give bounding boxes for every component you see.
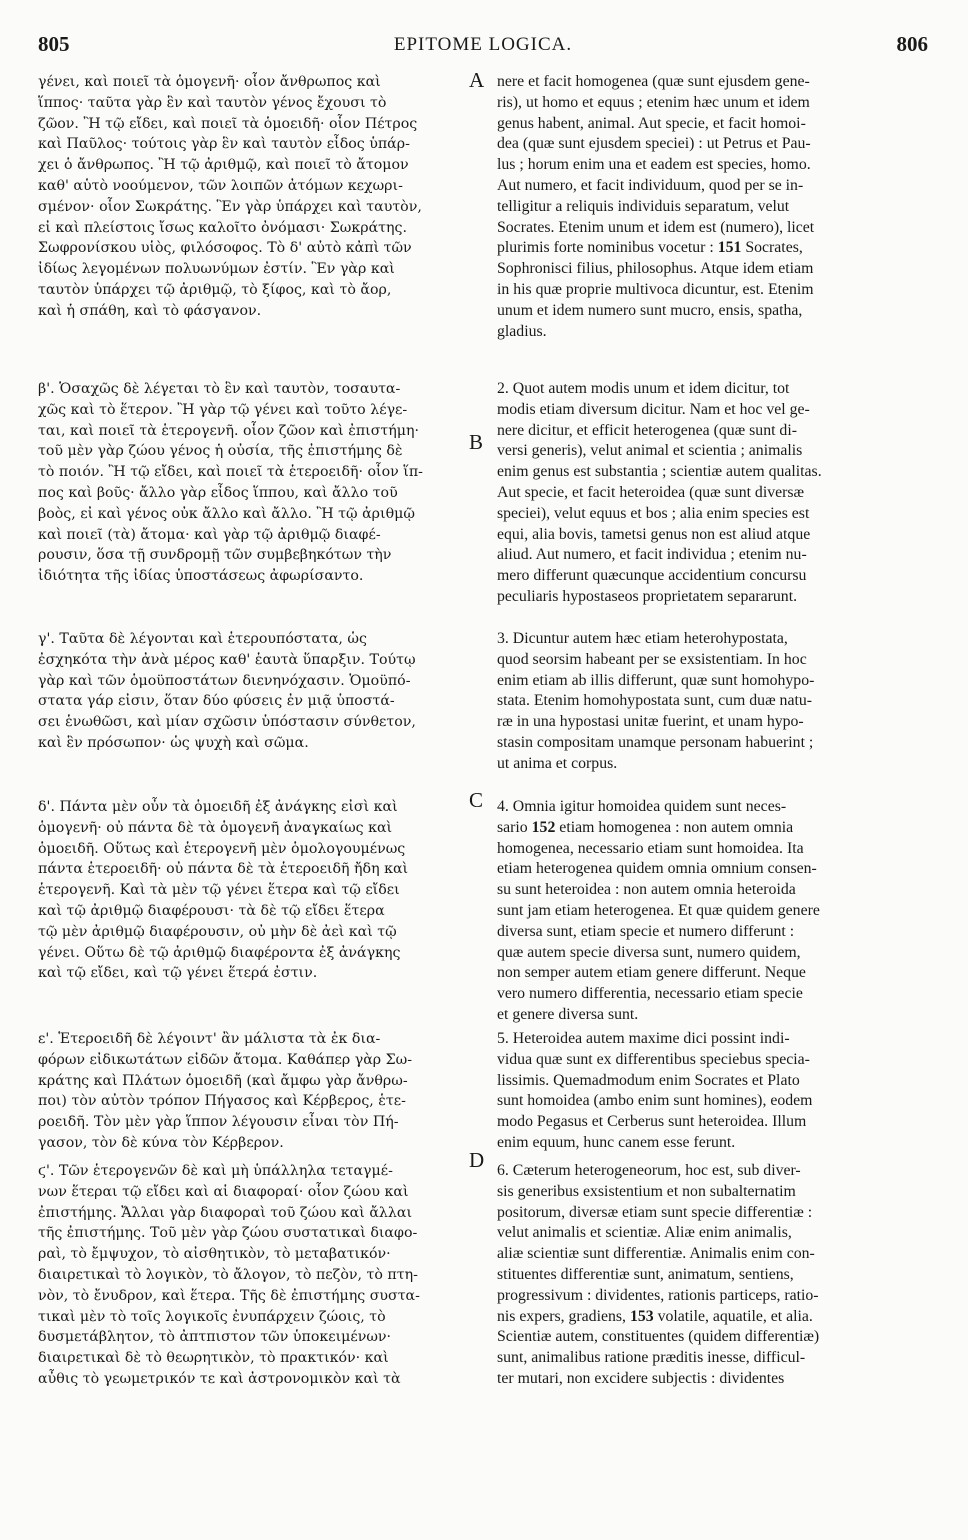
greek-text-line: νων ἕτεραι τῷ εἴδει καὶ αἱ διαφοραί· οἷον ζώου καὶ [38,1183,409,1200]
greek-text-line: γὰρ καὶ τῶν ὁμοϋποστάτων διενηνόχασιν. Ὁμοϋπό- [38,672,411,689]
greek-text-line: διαιρετικαὶ τὸ λογικὸν, τὸ ἄλογον, τὸ πεζὸν, τὸ πτη- [38,1266,418,1283]
greek-text-line: Σωφρονίσκου υἱὸς, φιλόσοφος. Τὸ δ' αὐτὸ κἀπὶ τῶν [38,240,412,257]
running-title: EPITOME LOGICA. [393,34,573,55]
greek-text-line: πος καὶ βοῦς· ἄλλο γὰρ εἶδος ἵππου, καὶ ἄλλο τοῦ [38,484,398,501]
latin-text-line: 2. Quot autem modis unum et idem dicitur, tot [497,380,790,397]
column-marker: 152 [531,818,556,836]
latin-text-line: dea (quæ sunt ejusdem speciei) : ut Petrus et Pau- [497,135,811,153]
greek-text-line: τὸ ποιόν. Ἢ τῷ εἴδει, καὶ ποιεῖ τὰ ἑτεροειδῆ· οἷον ἵπ- [38,464,423,481]
margin-letter-b: B [469,430,484,454]
latin-text-line: enim genus est substantia ; scientiæ autem qualitas. [497,463,822,481]
latin-text-line: vidua quæ sunt ex differentibus speciebus specia- [497,1050,810,1068]
greek-text-line: καὶ ἓν πρόσωπον· ὡς ψυχὴ καὶ σῶμα. [38,734,309,751]
latin-text-line: 3. Dicuntur autem hæc etiam heterohypostata, [497,630,788,647]
greek-text-line: δυσμετάβλητον, τὸ ἀπτπιστον τῶν ὑποκειμένων· [38,1329,392,1346]
greek-paragraph [38,1029,484,1154]
greek-text-line: φόρων εἰδικωτάτων εἰδῶν ἄτομα. Καθάπερ γὰρ Σω- [38,1051,413,1068]
margin-letter-c: C [469,788,484,812]
greek-paragraph [38,379,484,587]
latin-text-line: enim equum, hunc canem esse ferunt. [497,1133,736,1151]
greek-paragraph [38,1161,484,1390]
greek-text-line: καὶ Παῦλος· τούτοις γὰρ ἓν καὶ ταυτὸν εἶδος ὑπάρ- [38,136,410,153]
greek-text-line: ἐπιστήμης. Ἄλλαι γὰρ διαφοραὶ τοῦ ζώου καὶ ἄλλαι [38,1204,413,1221]
greek-text-line: τῷ μὲν ἀριθμῷ διαφέρουσιν, οὐ μὴν δὲ ἀεὶ καὶ τῷ [38,923,397,940]
greek-text-line: σμένον· οἷον Σωκράτης. Ἓν γὰρ ὑπάρχει καὶ ταυτὸν, [38,198,422,215]
latin-paragraph [497,379,929,608]
latin-text-line: sunt jam etiam heterogenea. Et quæ quidem genere [497,901,820,919]
greek-text-line: β'. Ὁσαχῶς δὲ λέγεται τὸ ἓν καὶ ταυτὸν, τοσαυτα- [38,381,401,397]
greek-text-line: ρουσιν, ὅσα τῇ συνδρομῇ τῶν συμβεβηκότων τὴν [38,547,392,564]
latin-text-line: modis etiam diversum dicitur. Nam et hoc vel ge- [497,400,810,418]
latin-text-line: genus habent, animal. Aut specie, et facit homoi- [497,114,806,132]
greek-text-line: καὶ τῷ ἀριθμῷ διαφέρουσι· τὰ δὲ τῷ εἴδει ἕτερα [38,902,385,919]
latin-text-line: aliæ scientiæ sunt differentiæ. Animalis enim con- [497,1245,815,1263]
page-header [38,32,928,62]
latin-text-line: quod seorsim habeant per se exsistentiam. In hoc [497,650,807,668]
latin-text-line: speciei), velut equus et bos ; alia enim species est [497,504,810,522]
latin-text-line: diversa sunt, etiam specie et numero differunt : [497,922,795,940]
latin-paragraph [497,72,929,342]
latin-text-line: nis expers, gradiens, 153 volatile, aquatile, et alia. [497,1307,813,1325]
greek-text-line: ται, καὶ ποιεῖ τὰ ἑτερογενῆ. οἷον ζῶον καὶ ἐπιστήμη· [38,422,419,439]
latin-text-line: stasin compositam unamque personam habuerint ; [497,733,814,751]
latin-text-line: nere et facit homogenea (quæ sunt ejusdem gene- [497,73,810,90]
greek-text-line: ροειδῆ. Τὸν μὲν γὰρ ἵππον λέγουσιν εἶναι τὸν Πή- [38,1114,399,1131]
latin-paragraph [497,1029,929,1154]
latin-text-line: Sophronisci filius, philosophus. Atque idem etiam [497,260,814,278]
latin-text-line: stata. Etenim homohypostata sunt, cum duæ natu- [497,692,813,710]
latin-text-line: etiam heterogenea quidem omnia omnium consen- [497,860,817,878]
latin-text-line: progressivum : dividentes, rationis particeps, ratio- [497,1286,819,1304]
greek-text-line: βοὸς, εἰ καὶ γένος οὐκ ἄλλο καὶ ἄλλο. Ἢ τῷ ἀριθμῷ [38,505,415,522]
greek-text-line: τοῦ μὲν γὰρ ζώου γένος ἡ οὐσία, τῆς ἐπιστήμης δὲ [38,443,403,460]
greek-text-line: διαιρετικαὶ δὲ τὸ θεωρητικὸν, τὸ πρακτικόν· καὶ [38,1350,389,1367]
latin-text-line: in his quæ proprie multivoca dicuntur, est. Etenim [497,280,814,298]
greek-text-line: ἵππος· ταῦτα γὰρ ἓν καὶ ταυτὸν γένος ἔχουσι τὸ [38,94,387,111]
latin-text-line: versi generis), velut animal et scientia ; animalis [497,442,803,460]
greek-text-line: νὸν, τὸ ἔνυδρον, καὶ ἕτερα. Τῆς δὲ ἐπιστήμης συστα- [38,1287,420,1304]
greek-text-line: χει ὁ ἄνθρωπος. Ἢ τῷ ἀριθμῷ, καὶ ποιεῖ τὸ ἄτομον [38,157,409,174]
latin-text-line: Aut numero, et facit individuum, quod per se in- [497,176,804,194]
latin-text-line: gladius. [497,322,547,340]
latin-text-line: stituentes differentiæ sunt, animatum, sentiens, [497,1265,794,1283]
greek-text-line: πάντα ἑτεροειδῆ· οὐ πάντα δὲ τὰ ἑτεροειδῆ ἤδη καὶ [38,861,409,878]
greek-text-line: δ'. Πάντα μὲν οὖν τὰ ὁμοειδῆ ἐξ ἀνάγκης εἰσὶ καὶ [38,799,398,815]
page-number-right: 806 [896,32,928,56]
greek-text-line: καὶ τῷ εἴδει, καὶ τῷ γένει ἕτερά ἐστιν. [38,965,318,982]
latin-text-line: aliud. Aut numero, et facit individua ; etenim nu- [497,546,807,564]
greek-text-line: χῶς καὶ τὸ ἕτερον. Ἢ γὰρ τῷ γένει καὶ τοῦτο λέγε- [38,401,408,418]
greek-paragraph [38,72,484,322]
latin-paragraph [497,797,929,1026]
latin-text-line: Scientiæ autem, constituentes (quidem differentiæ) [497,1328,820,1346]
latin-text-line: ræ in una hypostasi unitæ fuerint, et unam hypo- [497,713,804,731]
latin-text-line: ris), ut homo et equus ; etenim hæc unum et idem [497,93,810,111]
greek-text-line: ραὶ, τὸ ἔμψυχον, τὸ αἰσθητικὸν, τὸ μεταβατικόν· [38,1246,391,1263]
greek-text-line: ὁμογενῆ· οὐ πάντα δὲ τὰ ὁμογενῆ ἀναγκαίως καὶ [38,819,393,836]
greek-text-line: ταυτὸν ὑπάρχει τῷ ἀριθμῷ, τὸ ξίφος, καὶ τὸ ἄορ, [38,281,392,298]
greek-text-line: καὶ ποιεῖ (τὰ) ἄτομα· καὶ γὰρ τῷ ἀριθμῷ διαφέ- [38,526,381,543]
greek-text-line: τικαὶ μὲν τὸ τοῖς λογικοῖς ἐνυπάρχειν ζώοις, τὸ [38,1308,386,1325]
greek-text-line: κράτης καὶ Πλάτων ὁμοειδῆ (καὶ ἄμφω γὰρ ἄνθρω- [38,1072,408,1089]
latin-text-line: enim etiam ab illis differunt, quæ sunt homohypo- [497,671,815,689]
latin-text-line: vero numero differentia, necessario etiam specie [497,985,803,1003]
latin-text-line: 4. Omnia igitur homoidea quidem sunt neces- [497,798,787,815]
greek-text-line: τῆς ἐπιστήμης. Τοῦ μὲν γὰρ ζώου συστατικαὶ διαφο- [38,1225,418,1242]
greek-text-line: γένει, καὶ ποιεῖ τὰ ὁμογενῆ· οἷον ἄνθρωπος καὶ [38,74,381,90]
column-marker: 153 [629,1307,654,1325]
page-number-left: 805 [38,32,70,56]
greek-text-line: ε'. Ἑτεροειδῆ δὲ λέγοιντ' ἂν μάλιστα τὰ ἐκ δια- [38,1031,381,1047]
greek-text-line: γασον, τὸν δὲ κύνα τὸν Κέρβερον. [38,1134,284,1151]
latin-text-line: sunt, animalibus ratione præditis inesse, difficul- [497,1349,806,1367]
greek-text-line: σει ἑνωθῶσι, καὶ μίαν σχῶσιν ὑπόστασιν σύνθετον, [38,714,416,731]
greek-text-line: ἰδιότητα τῆς ἰδίας ὑποστάσεως ἀφωρίσαντο. [38,568,364,585]
greek-text-line: ἰδίως λεγομένων πολυωνύμων ἐστίν. Ἓν γὰρ καὶ [38,261,395,278]
latin-text-line: et genere diversa sunt. [497,1005,639,1023]
latin-text-line: su sunt heteroidea : non autem omnia heteroida [497,881,796,899]
greek-text-line: εἰ καὶ πλείστοις ἴσως καλοῖτο ὀνόμασι· Σωκράτης. [38,219,407,236]
greek-text-line: ϛ'. Τῶν ἑτερογενῶν δὲ καὶ μὴ ὑπάλληλα τεταγμέ- [38,1163,393,1179]
latin-text-line: positorum, diversæ etiam sunt specie differentiæ : [497,1203,813,1221]
latin-text-line: modo Pegasus et Cerberus sunt heteroidea. Illum [497,1113,807,1131]
greek-text-line: ὁμοειδῆ. Οὕτως καὶ ἑτερογενῆ μὲν ὁμολογουμένως [38,840,406,857]
latin-text-line: telligitur a reliquis individuis separatum, velut [497,197,790,215]
greek-text-line: ἐσχηκότα τὴν ἀνὰ μέρος καθ' ἑαυτὰ ὕπαρξιν. Τούτῳ [38,651,416,668]
latin-text-line: sunt homoidea (ambo enim sunt homines), eodem [497,1092,813,1110]
greek-text-line: ποι) τὸν αὐτὸν τρόπον Πήγασος καὶ Κέρβερος, ἑτε- [38,1093,406,1110]
greek-text-line: στατα γάρ εἰσιν, ὅταν δύο φύσεις ἐν μιᾷ ὑποστά- [38,693,395,710]
latin-text-line: homogenea, necessario etiam sunt homoidea. Ita [497,839,804,857]
latin-text-line: sario 152 etiam homogenea : non autem omnia [497,818,794,836]
greek-text-line: αὖθις τὸ γεωμετρικόν τε καὶ ἀστρονομικὸν καὶ τὰ [38,1370,401,1387]
latin-text-line: unum et idem numero sunt mucro, ensis, spatha, [497,301,803,319]
latin-text-line: velut animalis et scientiæ. Aliæ enim animalis, [497,1224,792,1242]
latin-text-line: peculiaris hypostaseos proprietatem separarunt. [497,587,798,605]
latin-text-line: lissimis. Quemadmodum enim Socrates et Plato [497,1071,800,1089]
latin-paragraph [497,629,929,775]
greek-text-line: ἑτερογενῆ. Καὶ τὰ μὲν τῷ γένει ἕτερα καὶ τῷ εἴδει [38,882,400,899]
latin-text-line: lus ; horum enim una et eadem est species, homo. [497,156,811,174]
latin-text-line: ter mutari, non excidere subjectis : dividentes [497,1369,785,1387]
greek-paragraph [38,797,484,984]
column-marker: 151 [717,239,742,257]
margin-letter-a: A [469,68,485,92]
latin-text-line: quæ autem specie diversa sunt, numero quidem, [497,943,801,961]
latin-text-line: equi, alia bovis, tametsi genus non est aliud atque [497,525,811,543]
greek-text-line: γένει. Οὕτω δὲ τῷ ἀριθμῷ διαφέροντα ἐξ ἀνάγκης [38,944,401,961]
greek-text-line: καθ' αὑτὸ νοούμενον, τῶν λοιπῶν ἀτόμων κεχωρι- [38,177,403,194]
latin-text-line: mero differunt quæcunque accidentium concursu [497,567,807,585]
latin-text-line: sis generibus exsistentium et non subalternatim [497,1182,796,1200]
greek-text-line: καὶ ἡ σπάθη, καὶ τὸ φάσγανον. [38,302,262,319]
latin-text-line: 6. Cæterum heterogeneorum, hoc est, sub diver- [497,1162,801,1179]
latin-text-line: ut anima et corpus. [497,754,618,772]
latin-text-line: nere dicitur, et efficit heterogenea (quæ sunt di- [497,421,797,439]
greek-text-line: γ'. Ταῦτα δὲ λέγονται καὶ ἑτερουπόστατα, ὡς [38,631,367,647]
margin-letter-d: D [469,1148,485,1172]
latin-text-line: non semper autem etiam genere differunt. Neque [497,964,806,982]
latin-text-line: Socrates. Etenim unum et idem est (numero), licet [497,218,815,236]
latin-text-line: plurimis forte nominibus vocetur : 151 Socrates, [497,239,803,257]
latin-paragraph [497,1161,929,1390]
greek-paragraph [38,629,484,754]
latin-text-line: Aut specie, et facit heteroidea (quæ sunt diversæ [497,483,805,501]
latin-text-line: 5. Heteroidea autem maxime dici possint indi- [497,1030,790,1047]
greek-text-line: ζῶον. Ἢ τῷ εἴδει, καὶ ποιεῖ τὰ ὁμοειδῆ· οἷον Πέτρος [38,115,418,132]
